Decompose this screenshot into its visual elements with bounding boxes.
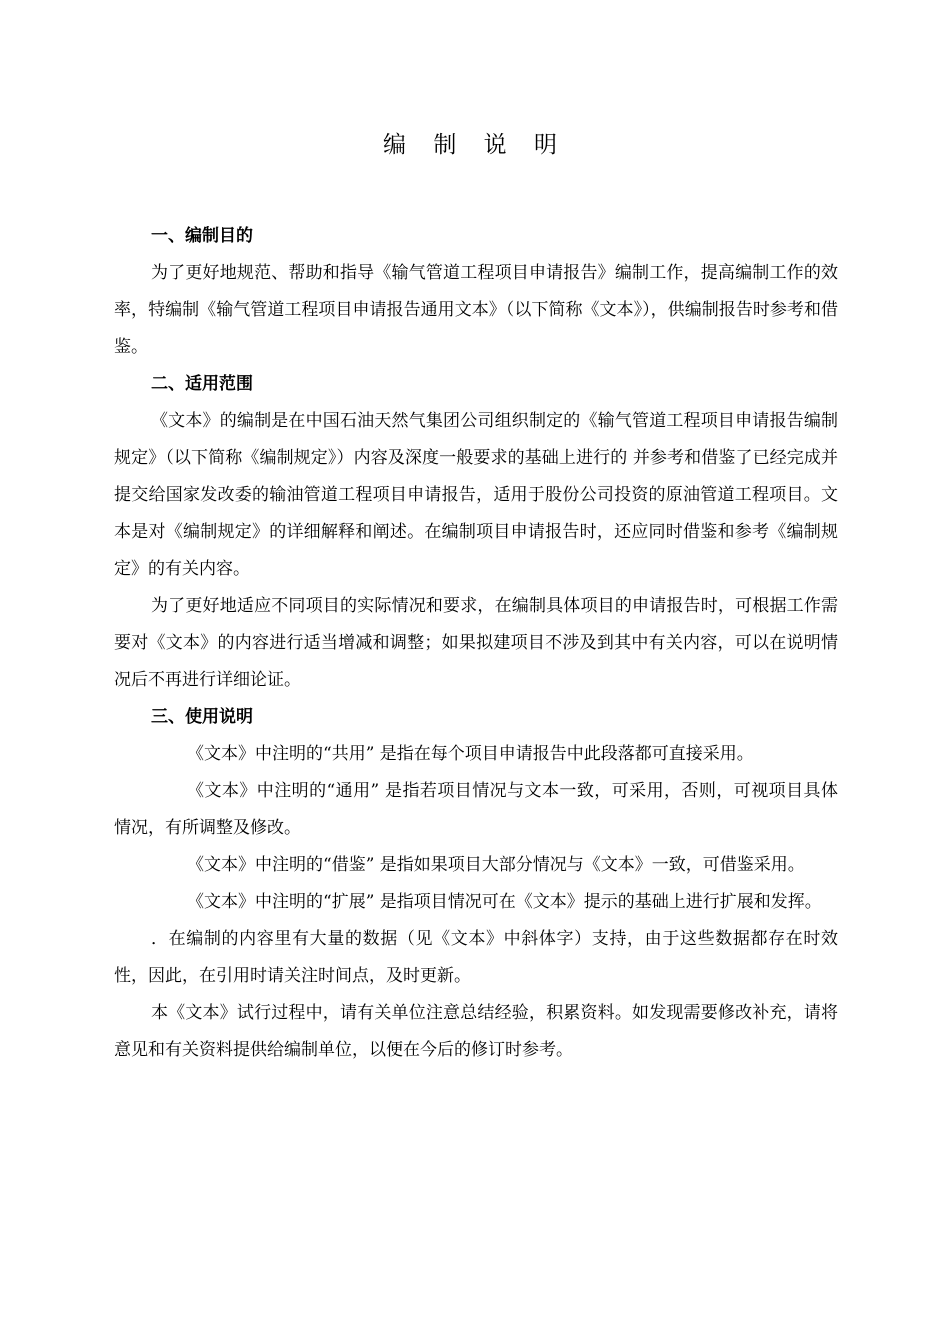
page-title: 编 制 说 明 xyxy=(383,132,567,158)
paragraph: 本《文本》试行过程中，请有关单位注意总结经验，积累资料。如发现需要修改补充，请将意见和有关资料提供给编制单位，以便在今后的修订时参考。 xyxy=(114,1003,838,1060)
paragraph: ．在编制的内容里有大量的数据（见《文本》中斜体字）支持，由于这些数据都存在时效性，因此，在引用时请关注时间点，及时更新。 xyxy=(114,929,838,986)
section-heading: 一、编制目的 xyxy=(151,226,253,246)
section-usage xyxy=(114,699,838,1069)
paragraph: 为了更好地适应不同项目的实际情况和要求，在编制具体项目的申请报告时，可根据工作需要对《文本》的内容进行适当增减和调整；如果拟建项目不涉及到其中有关内容，可以在说明情况后不再进行详细论证。 xyxy=(114,596,838,690)
paragraph: 《文本》中注明的“共用” 是指在每个项目申请报告中此段落都可直接采用。 xyxy=(187,744,754,764)
paragraph: 《文本》中注明的“通用” 是指若项目情况与文本一致，可采用，否则，可视项目具体情况，有所调整及修改。 xyxy=(114,781,838,838)
section-purpose xyxy=(114,218,838,366)
paragraph: 为了更好地规范、帮助和指导《输气管道工程项目申请报告》编制工作，提高编制工作的效率，特编制《输气管道工程项目申请报告通用文本》（以下简称《文本》），供编制报告时参考和借鉴。 xyxy=(114,263,838,357)
document-body xyxy=(114,218,838,1069)
section-heading: 二、适用范围 xyxy=(151,374,253,394)
paragraph: 《文本》中注明的“扩展” 是指项目情况可在《文本》提示的基础上进行扩展和发挥。 xyxy=(187,892,822,912)
section-heading: 三、使用说明 xyxy=(151,707,253,727)
paragraph: 《文本》的编制是在中国石油天然气集团公司组织制定的《输气管道工程项目申请报告编制规定》（以下简称《编制规定》）内容及深度一般要求的基础上进行的 并参考和借鉴了已经完成并提交给国家发改委的输油管道工程项目申请报告，适用于股份公司投资的原油管道工程项目。文本是对《编制规定》的详细解释和阐述。在编制项目申请报告时，还应同时借鉴和参考《编制规定》的有关内容。 xyxy=(114,411,838,579)
paragraph: 《文本》中注明的“借鉴” 是指如果项目大部分情况与《文本》一致，可借鉴采用。 xyxy=(187,855,805,875)
section-scope xyxy=(114,366,838,699)
